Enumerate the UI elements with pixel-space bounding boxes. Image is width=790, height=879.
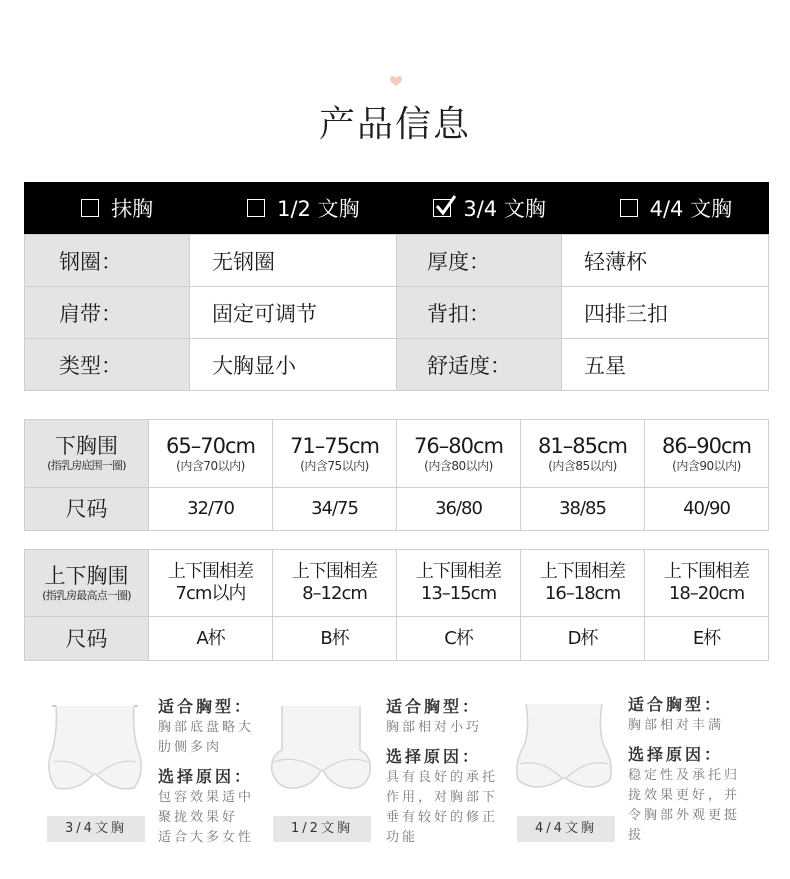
fit-line: 肋侧多肉 <box>158 740 223 755</box>
cup-size-table <box>24 549 769 661</box>
cup-option-full <box>583 182 769 234</box>
bra-type-tag: 1/2文胸 <box>273 816 371 842</box>
cup-option-label: 4/4 文胸 <box>649 197 733 221</box>
heart-icon <box>389 74 403 88</box>
spec-row <box>25 339 769 391</box>
spec-label: 舒适度： <box>397 339 562 391</box>
range-value: 81–85cm <box>538 433 627 458</box>
reason-line: 具有良好的承托 <box>386 770 499 785</box>
reason-line: 垂有较好的修正 <box>386 810 499 825</box>
range-value: 86–90cm <box>662 433 751 458</box>
spec-value: 大胸显小 <box>190 339 397 391</box>
spec-table <box>24 234 769 391</box>
diff-line2: 8–12cm <box>302 583 367 604</box>
size-value: 32/70 <box>149 488 273 531</box>
size-value: 38/85 <box>521 488 645 531</box>
range-value: 76–80cm <box>414 433 503 458</box>
cup-option-label: 抹胸 <box>111 197 154 221</box>
range-note: (内含75以内) <box>300 458 369 473</box>
range-value: 65–70cm <box>166 433 255 458</box>
checkbox-icon <box>620 199 638 217</box>
reason-title: 选择原因： <box>386 747 482 766</box>
table-row <box>25 488 769 531</box>
bra-type-description <box>386 696 498 848</box>
cup-option-strapless <box>24 182 210 234</box>
range-cell <box>273 420 397 488</box>
reason-title: 选择原因： <box>628 745 724 764</box>
size-value: 40/90 <box>645 488 769 531</box>
range-value: 71–75cm <box>290 433 379 458</box>
header-sub: (指乳房最高点一圈) <box>42 588 131 602</box>
checkbox-checked-icon <box>433 199 451 217</box>
fit-line: 胸部相对小巧 <box>386 720 483 735</box>
cup-value: B杯 <box>273 617 397 661</box>
underbust-size-table <box>24 419 769 531</box>
cup-value: D杯 <box>521 617 645 661</box>
spec-row <box>25 235 769 287</box>
header-main: 上下胸围 <box>44 563 129 588</box>
spec-value: 轻薄杯 <box>562 235 769 287</box>
diff-cell <box>521 550 645 617</box>
fit-title: 适合胸型： <box>386 697 482 716</box>
spec-label: 类型： <box>25 339 190 391</box>
spec-value: 固定可调节 <box>190 287 397 339</box>
page-title: 产品信息 <box>318 104 471 145</box>
bra-three-quarter-icon <box>42 702 148 794</box>
size-value: 36/80 <box>397 488 521 531</box>
table-row <box>25 420 769 488</box>
bra-half-icon <box>266 702 376 794</box>
range-note: (内含85以内) <box>548 458 617 473</box>
checkbox-icon <box>247 199 265 217</box>
diff-cell <box>645 550 769 617</box>
checkbox-icon <box>81 199 99 217</box>
diff-line1: 上下围相差 <box>168 561 253 582</box>
diff-line2: 16–18cm <box>544 583 621 604</box>
spec-value: 四排三扣 <box>562 287 769 339</box>
table-header-cell <box>25 550 149 617</box>
cup-style-bar <box>24 182 769 234</box>
range-cell <box>149 420 273 488</box>
range-cell <box>521 420 645 488</box>
fit-line: 胸部底盘略大 <box>158 720 255 735</box>
reason-title: 选择原因： <box>158 767 254 786</box>
spec-value: 五星 <box>562 339 769 391</box>
table-row <box>25 617 769 661</box>
bra-type-tag: 4/4文胸 <box>517 816 615 842</box>
diff-line1: 上下围相差 <box>540 561 625 582</box>
reason-line: 功能 <box>386 830 419 845</box>
spec-label: 肩带： <box>25 287 190 339</box>
table-header-cell <box>25 420 149 488</box>
cup-value: E杯 <box>645 617 769 661</box>
diff-line2: 18–20cm <box>668 583 745 604</box>
fit-title: 适合胸型： <box>628 695 724 714</box>
cup-option-label: 3/4 文胸 <box>463 197 546 221</box>
spec-value: 无钢圈 <box>190 235 397 287</box>
range-cell <box>645 420 769 488</box>
size-value: 34/75 <box>273 488 397 531</box>
range-note: (内含80以内) <box>424 458 493 473</box>
range-note: (内含90以内) <box>672 458 741 473</box>
cup-option-half <box>210 182 396 234</box>
diff-line1: 上下围相差 <box>416 561 501 582</box>
cup-option-label: 1/2 文胸 <box>277 197 360 221</box>
reason-line: 拢效果更好，并 <box>628 788 741 803</box>
cup-option-three-quarter <box>397 182 583 234</box>
spec-row <box>25 287 769 339</box>
spec-label: 背扣： <box>397 287 562 339</box>
cup-value: C杯 <box>397 617 521 661</box>
reason-line: 包容效果适中 <box>158 790 255 805</box>
bra-full-icon <box>510 700 618 796</box>
bra-type-description <box>158 696 254 848</box>
range-cell <box>397 420 521 488</box>
fit-line: 胸部相对丰满 <box>628 718 725 733</box>
reason-line: 适合大多女性 <box>158 830 255 845</box>
reason-line: 聚拢效果好 <box>158 810 239 825</box>
bra-type-description <box>628 694 740 846</box>
size-label: 尺码 <box>25 488 149 531</box>
diff-cell <box>397 550 521 617</box>
diff-line2: 13–15cm <box>420 583 497 604</box>
spec-label: 钢圈： <box>25 235 190 287</box>
diff-cell <box>273 550 397 617</box>
cup-value: A杯 <box>149 617 273 661</box>
bra-type-tag: 3/4文胸 <box>47 816 145 842</box>
reason-line: 拔 <box>628 828 645 843</box>
range-note: (内含70以内) <box>176 458 245 473</box>
spec-label: 厚度： <box>397 235 562 287</box>
reason-line: 令胸部外观更挺 <box>628 808 741 823</box>
header-sub: (指乳房底围一圈) <box>47 459 126 472</box>
reason-line: 作用，对胸部下 <box>386 790 499 805</box>
header-main: 下胸围 <box>55 434 118 458</box>
diff-line1: 上下围相差 <box>664 561 749 582</box>
size-label: 尺码 <box>25 617 149 661</box>
reason-line: 稳定性及承托归 <box>628 768 741 783</box>
diff-line1: 上下围相差 <box>292 561 377 582</box>
diff-line2: 7cm以内 <box>175 583 246 604</box>
fit-title: 适合胸型： <box>158 697 254 716</box>
table-row <box>25 550 769 617</box>
diff-cell <box>149 550 273 617</box>
